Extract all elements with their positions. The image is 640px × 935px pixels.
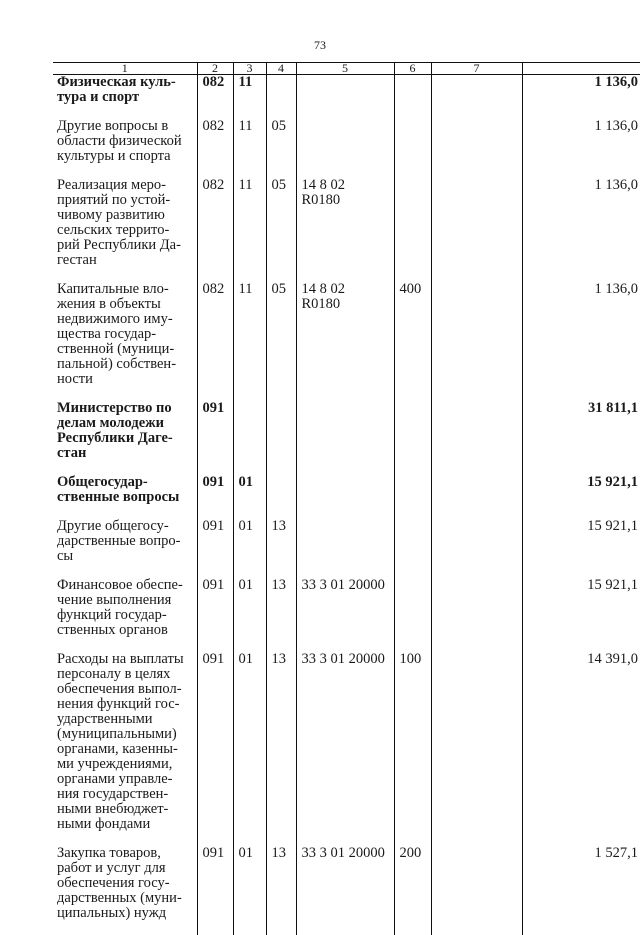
row-amount: 1 527,1: [522, 846, 640, 921]
row-name: Расходы на выплаты персоналу в целях обеспечения выпол- нения функций гос- ударственными (муниципальными) органами, казенны- ми учреждениями, органами управле- ния государствен- ными внебюджет- ными фондами: [53, 652, 197, 832]
column-header: 4: [266, 63, 296, 75]
gap-cell: [266, 638, 296, 652]
gap-cell: [296, 164, 394, 178]
gap-cell: [197, 268, 233, 282]
gap-cell: [197, 105, 233, 119]
row-gap: [53, 832, 640, 846]
gap-cell: [431, 564, 522, 578]
gap-cell: [266, 105, 296, 119]
column-header: [522, 63, 640, 75]
table-row: [53, 401, 640, 461]
gap-cell: [522, 921, 640, 935]
gap-cell: [431, 832, 522, 846]
row-gap: [53, 387, 640, 401]
row-code-section: 11: [233, 75, 266, 106]
row-code-subsection: [266, 475, 296, 505]
gap-cell: [266, 564, 296, 578]
row-code-section: 11: [233, 282, 266, 387]
row-code-ministry: 091: [197, 652, 233, 832]
row-amount: 15 921,1: [522, 475, 640, 505]
gap-cell: [296, 105, 394, 119]
gap-cell: [522, 268, 640, 282]
row-code-section: 11: [233, 178, 266, 268]
gap-cell: [394, 268, 431, 282]
row-code-ministry: 091: [197, 846, 233, 921]
gap-cell: [296, 832, 394, 846]
gap-cell: [53, 164, 197, 178]
row-code-7: [431, 401, 522, 461]
row-code-subsection: [266, 401, 296, 461]
row-code-target: 14 8 02 R0180: [296, 178, 394, 268]
gap-cell: [266, 505, 296, 519]
row-code-7: [431, 578, 522, 638]
row-code-7: [431, 178, 522, 268]
row-code-7: [431, 282, 522, 387]
gap-cell: [522, 832, 640, 846]
gap-cell: [53, 564, 197, 578]
row-amount: 31 811,1: [522, 401, 640, 461]
gap-cell: [431, 505, 522, 519]
row-gap: [53, 461, 640, 475]
gap-cell: [53, 268, 197, 282]
gap-cell: [296, 564, 394, 578]
row-name: Другие общегосу- дарственные вопро- сы: [53, 519, 197, 564]
table-row: [53, 475, 640, 505]
table-row: [53, 282, 640, 387]
row-code-expense-type: [394, 519, 431, 564]
column-header: 2: [197, 63, 233, 75]
gap-cell: [522, 105, 640, 119]
gap-cell: [266, 461, 296, 475]
row-code-expense-type: [394, 401, 431, 461]
gap-cell: [266, 832, 296, 846]
gap-cell: [197, 564, 233, 578]
table-row: [53, 846, 640, 921]
gap-cell: [431, 461, 522, 475]
gap-cell: [233, 564, 266, 578]
gap-cell: [197, 832, 233, 846]
table-row: [53, 119, 640, 164]
gap-cell: [394, 461, 431, 475]
row-code-target: [296, 119, 394, 164]
gap-cell: [233, 268, 266, 282]
gap-cell: [233, 638, 266, 652]
gap-cell: [53, 105, 197, 119]
gap-cell: [53, 638, 197, 652]
row-code-expense-type: [394, 75, 431, 106]
row-code-subsection: 13: [266, 846, 296, 921]
row-gap: [53, 164, 640, 178]
row-code-ministry: 082: [197, 119, 233, 164]
gap-cell: [233, 921, 266, 935]
gap-cell: [296, 268, 394, 282]
row-code-7: [431, 519, 522, 564]
row-gap: [53, 105, 640, 119]
gap-cell: [394, 105, 431, 119]
gap-cell: [53, 921, 197, 935]
gap-cell: [431, 638, 522, 652]
row-code-ministry: 091: [197, 475, 233, 505]
row-code-subsection: 05: [266, 282, 296, 387]
gap-cell: [233, 505, 266, 519]
gap-cell: [394, 832, 431, 846]
gap-cell: [296, 638, 394, 652]
row-code-expense-type: [394, 475, 431, 505]
table-row: [53, 75, 640, 106]
table-row: [53, 652, 640, 832]
row-code-7: [431, 475, 522, 505]
row-code-expense-type: [394, 119, 431, 164]
row-gap: [53, 921, 640, 935]
row-code-expense-type: 200: [394, 846, 431, 921]
row-code-ministry: 091: [197, 401, 233, 461]
gap-cell: [522, 505, 640, 519]
gap-cell: [266, 921, 296, 935]
row-amount: 1 136,0: [522, 178, 640, 268]
row-code-section: [233, 401, 266, 461]
row-code-expense-type: 100: [394, 652, 431, 832]
row-amount: 15 921,1: [522, 578, 640, 638]
column-header: 7: [431, 63, 522, 75]
row-code-ministry: 082: [197, 75, 233, 106]
row-amount: 15 921,1: [522, 519, 640, 564]
gap-cell: [266, 268, 296, 282]
row-code-section: 01: [233, 475, 266, 505]
gap-cell: [53, 505, 197, 519]
gap-cell: [522, 387, 640, 401]
gap-cell: [522, 638, 640, 652]
row-code-ministry: 082: [197, 178, 233, 268]
row-amount: 1 136,0: [522, 75, 640, 106]
row-code-ministry: 091: [197, 519, 233, 564]
row-code-target: 33 3 01 20000: [296, 578, 394, 638]
gap-cell: [522, 461, 640, 475]
row-name: Финансовое обеспе- чение выполнения функций государ- ственных органов: [53, 578, 197, 638]
row-code-expense-type: 400: [394, 282, 431, 387]
row-code-subsection: 05: [266, 119, 296, 164]
gap-cell: [197, 638, 233, 652]
gap-cell: [296, 461, 394, 475]
row-code-7: [431, 75, 522, 106]
row-code-target: [296, 75, 394, 106]
column-header: 5: [296, 63, 394, 75]
row-amount: 14 391,0: [522, 652, 640, 832]
gap-cell: [296, 505, 394, 519]
gap-cell: [394, 164, 431, 178]
column-header-row: [53, 63, 640, 75]
row-code-target: 33 3 01 20000: [296, 846, 394, 921]
gap-cell: [394, 387, 431, 401]
row-code-section: 01: [233, 578, 266, 638]
row-name: Министерство по делам молодежи Республики Даге- стан: [53, 401, 197, 461]
gap-cell: [394, 564, 431, 578]
gap-cell: [197, 387, 233, 401]
row-code-expense-type: [394, 578, 431, 638]
gap-cell: [394, 638, 431, 652]
table-row: [53, 578, 640, 638]
row-code-target: 14 8 02 R0180: [296, 282, 394, 387]
gap-cell: [394, 505, 431, 519]
gap-cell: [233, 461, 266, 475]
gap-cell: [233, 387, 266, 401]
gap-cell: [522, 564, 640, 578]
column-header: 1: [53, 63, 197, 75]
gap-cell: [394, 921, 431, 935]
row-code-section: 01: [233, 652, 266, 832]
gap-cell: [233, 105, 266, 119]
gap-cell: [431, 387, 522, 401]
gap-cell: [197, 461, 233, 475]
column-header: 3: [233, 63, 266, 75]
row-code-target: [296, 475, 394, 505]
gap-cell: [197, 921, 233, 935]
column-header: 6: [394, 63, 431, 75]
table-row: [53, 178, 640, 268]
row-code-expense-type: [394, 178, 431, 268]
row-code-subsection: [266, 75, 296, 106]
gap-cell: [522, 164, 640, 178]
row-code-subsection: 05: [266, 178, 296, 268]
row-code-7: [431, 119, 522, 164]
row-gap: [53, 638, 640, 652]
row-name: Капитальные вло- жения в объекты недвижимого иму- щества государ- ственной (муници- пальной) собствен- ности: [53, 282, 197, 387]
row-code-subsection: 13: [266, 578, 296, 638]
gap-cell: [431, 105, 522, 119]
gap-cell: [431, 164, 522, 178]
row-gap: [53, 564, 640, 578]
row-code-section: 01: [233, 846, 266, 921]
table-row: [53, 519, 640, 564]
row-code-ministry: 082: [197, 282, 233, 387]
table-body: [53, 75, 640, 935]
gap-cell: [296, 921, 394, 935]
gap-cell: [197, 505, 233, 519]
row-gap: [53, 505, 640, 519]
row-name: Общегосудар- ственные вопросы: [53, 475, 197, 505]
row-code-ministry: 091: [197, 578, 233, 638]
gap-cell: [233, 832, 266, 846]
row-code-section: 01: [233, 519, 266, 564]
row-name: Физическая куль- тура и спорт: [53, 75, 197, 106]
row-code-section: 11: [233, 119, 266, 164]
gap-cell: [197, 164, 233, 178]
gap-cell: [53, 832, 197, 846]
gap-cell: [431, 268, 522, 282]
gap-cell: [233, 164, 266, 178]
gap-cell: [53, 387, 197, 401]
row-code-7: [431, 846, 522, 921]
row-amount: 1 136,0: [522, 119, 640, 164]
gap-cell: [266, 387, 296, 401]
row-name: Реализация меро- приятий по устой- чивому развитию сельских террито- рий Республики Да- гестан: [53, 178, 197, 268]
row-name: Другие вопросы в области физической культуры и спорта: [53, 119, 197, 164]
gap-cell: [266, 164, 296, 178]
row-code-subsection: 13: [266, 519, 296, 564]
row-code-target: 33 3 01 20000: [296, 652, 394, 832]
row-code-target: [296, 519, 394, 564]
row-amount: 1 136,0: [522, 282, 640, 387]
gap-cell: [53, 461, 197, 475]
gap-cell: [296, 387, 394, 401]
gap-cell: [431, 921, 522, 935]
row-code-subsection: 13: [266, 652, 296, 832]
row-code-7: [431, 652, 522, 832]
row-gap: [53, 268, 640, 282]
budget-table: [53, 62, 640, 935]
row-code-target: [296, 401, 394, 461]
page-number: 73: [0, 38, 640, 53]
row-name: Закупка товаров, работ и услуг для обеспечения госу- дарственных (муни- ципальных) нужд: [53, 846, 197, 921]
